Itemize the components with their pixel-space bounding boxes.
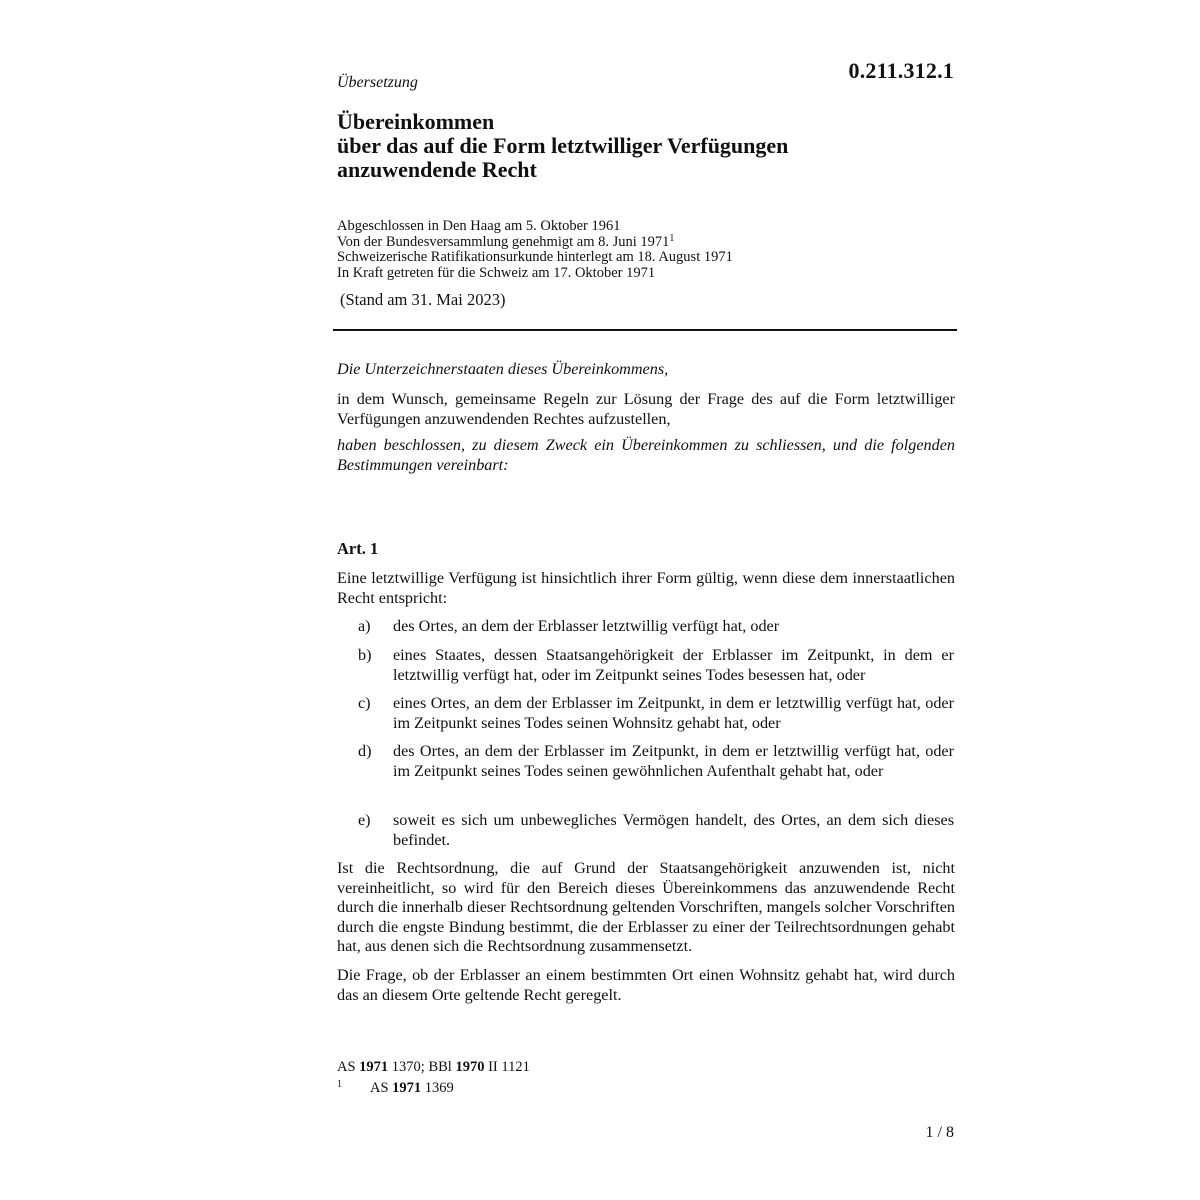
title-line-1: Übereinkommen: [337, 109, 495, 134]
list-marker: c): [358, 694, 371, 712]
document-number: 0.211.312.1: [848, 58, 954, 83]
list-marker: a): [358, 617, 371, 635]
list-text: soweit es sich um unbewegliches Vermögen handelt, des Ortes, an dem sich dieses befindet.: [393, 811, 954, 849]
source-reference: AS 1971 1370; BBl 1970 II 1121: [337, 1059, 530, 1075]
article-1-paragraph-3: Die Frage, ob der Erblasser an einem bestimmten Ort einen Wohnsitz gehabt hat, wird durch das an diesem Orte geltende Recht geregelt.: [337, 966, 955, 1004]
status-date: (Stand am 31. Mai 2023): [340, 290, 506, 309]
header-divider: [333, 329, 957, 331]
footnote-1: 1 AS 1971 1369: [337, 1079, 454, 1096]
list-marker: b): [358, 646, 372, 664]
metadata-block: [337, 219, 957, 281]
list-text: des Ortes, an dem der Erblasser letztwillig verfügt hat, oder: [393, 617, 780, 635]
article-1-paragraph-2: Ist die Rechtsordnung, die auf Grund der Staatsangehörigkeit anzuwenden ist, nicht vereinheitlicht, so wird für den Bereich dieses Übereinkommens das anzuwendende Recht durch die innerhalb dieser Rechtsordnung geltenden Vorschriften, mangels solcher Vorschriften durch die engste Bindung bestimmt, die der Erblasser zu einer der Teilrechtsordnungen gehabt hat, aus denen sich die Rechtsordnung zusammensetzt.: [337, 859, 955, 955]
title-line-2: über das auf die Form letztwilliger Verfügungen: [337, 133, 789, 158]
document-title: [337, 110, 957, 182]
article-1-heading: Art. 1: [337, 539, 379, 558]
list-marker: d): [358, 742, 372, 760]
meta-in-force: In Kraft getreten für die Schweiz am 17. Oktober 1971: [337, 264, 656, 281]
meta-approved: [337, 232, 957, 251]
page-number: 1 / 8: [925, 1124, 954, 1141]
article-1-intro: Eine letztwillige Verfügung ist hinsichtlich ihrer Form gültig, wenn diese dem innerstaatlichen Recht entspricht:: [337, 569, 955, 607]
footnote-ref-1[interactable]: 1: [669, 232, 675, 244]
list-text: eines Staates, dessen Staatsangehörigkeit der Erblasser im Zeitpunkt, in dem er letztwillig verfügt hat, oder im Zeitpunkt seines Todes besessen hat, oder: [393, 646, 954, 684]
translation-label: Übersetzung: [337, 74, 418, 91]
list-text: des Ortes, an dem der Erblasser im Zeitpunkt, in dem er letztwillig verfügt hat, oder im Zeitpunkt seines Todes seinen gewöhnlichen Aufenthalt gehabt hat, oder: [393, 742, 954, 780]
meta-approved-text: Von der Bundesversammlung genehmigt am 8. Juni 1971: [337, 233, 670, 250]
meta-ratified: Schweizerische Ratifikationsurkunde hinterlegt am 18. August 1971: [337, 249, 733, 265]
title-line-3: anzuwendende Recht: [337, 157, 537, 182]
preamble-line-3: haben beschlossen, zu diesem Zweck ein Übereinkommen zu schliessen, und die folgenden Bestimmungen vereinbart:: [337, 436, 955, 474]
preamble-line-1: Die Unterzeichnerstaaten dieses Übereinkommens,: [337, 360, 669, 378]
list-text: eines Ortes, an dem der Erblasser im Zeitpunkt, in dem er letztwillig verfügt hat, oder im Zeitpunkt seines Todes seinen Wohnsitz gehabt hat, oder: [393, 694, 954, 732]
list-marker: e): [358, 811, 371, 829]
preamble-line-2: in dem Wunsch, gemeinsame Regeln zur Lösung der Frage des auf die Form letztwilliger Verfügungen anzuwendenden Rechtes aufzustellen,: [337, 390, 955, 428]
meta-concluded: Abgeschlossen in Den Haag am 5. Oktober 1961: [337, 218, 621, 234]
